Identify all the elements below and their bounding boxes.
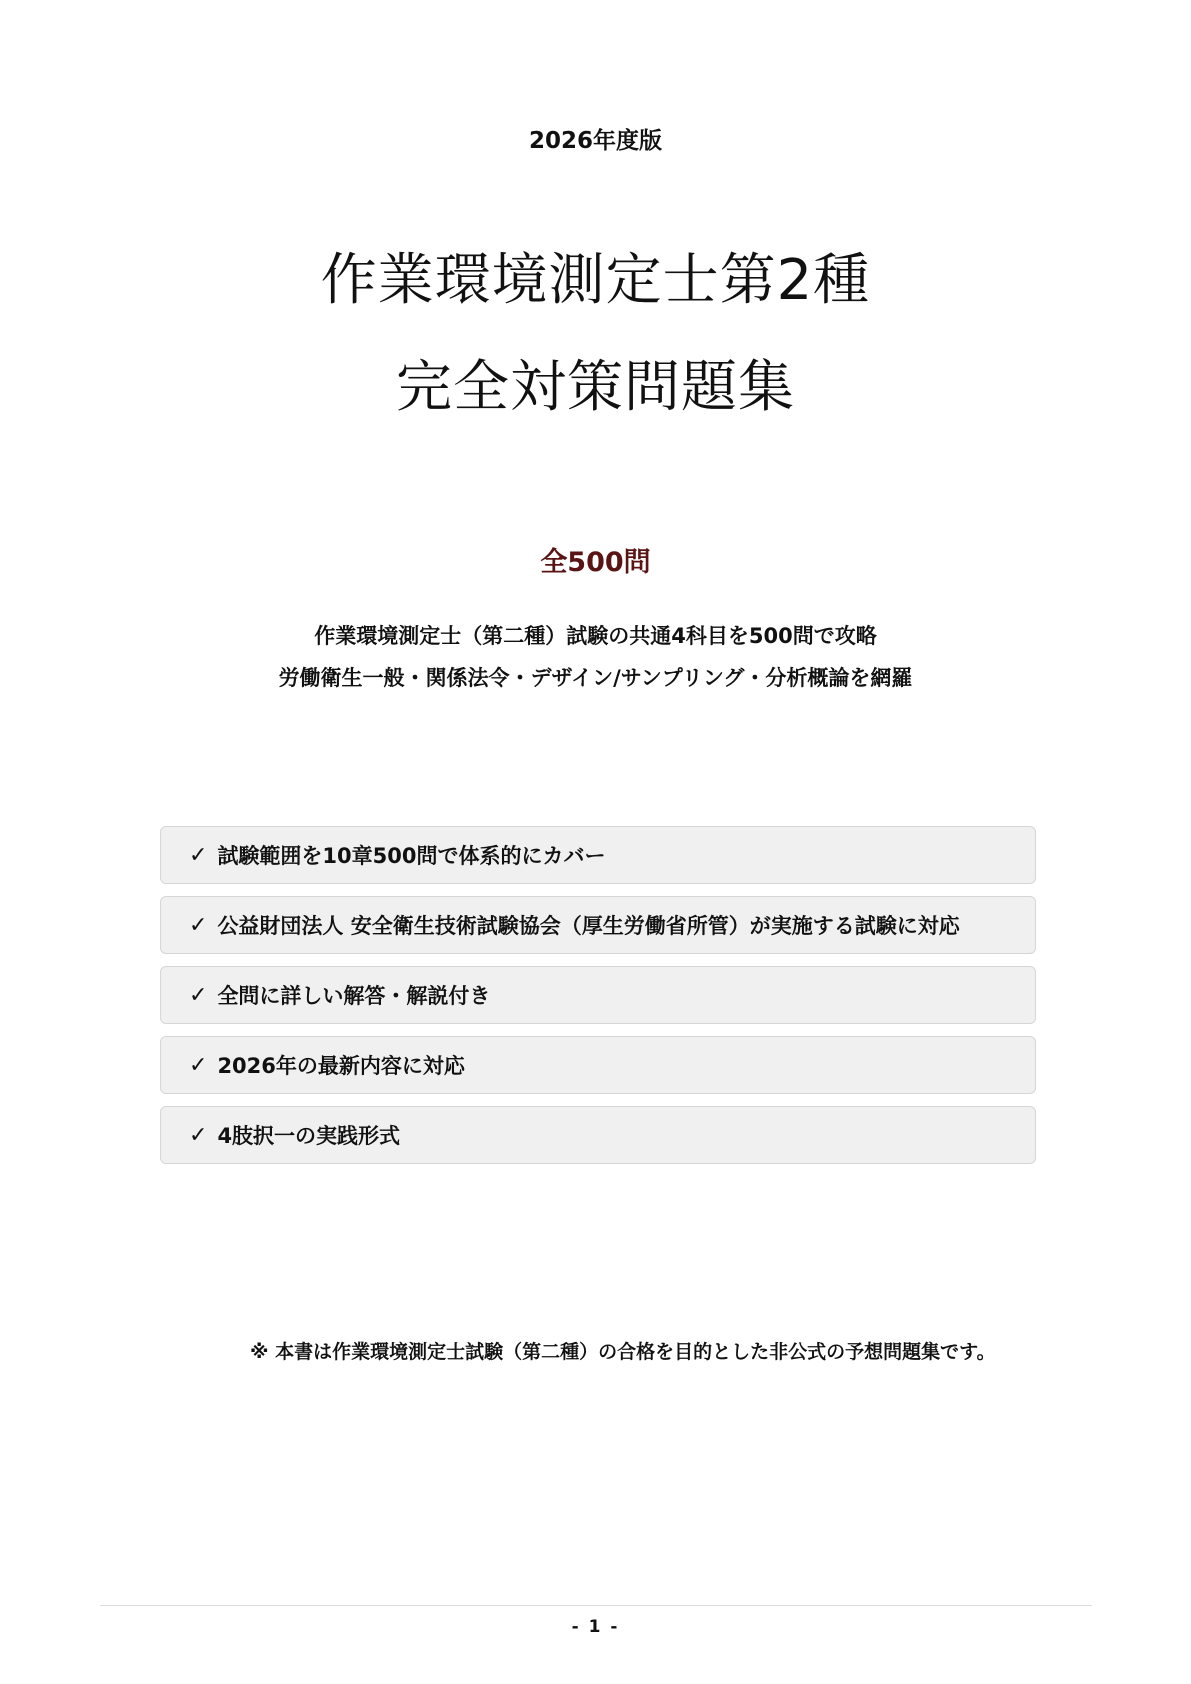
feature-text: 2026年の最新内容に対応 — [217, 1054, 465, 1078]
question-count: 全500問 — [540, 547, 651, 578]
feature-item — [160, 896, 1036, 954]
check-icon: ✓ — [189, 842, 208, 868]
page-number: - 1 - — [571, 1617, 620, 1637]
feature-item — [160, 826, 1036, 884]
check-icon: ✓ — [189, 912, 208, 938]
feature-text: 公益財団法人 安全衛生技術試験協会（厚生労働省所管）が実施する試験に対応 — [217, 914, 960, 938]
description-line-1: 作業環境測定士（第二種）試験の共通4科目を500問で攻略 — [314, 624, 877, 648]
book-title-line-2: 完全対策問題集 — [396, 355, 795, 420]
feature-list — [160, 826, 1036, 1176]
feature-text: 試験範囲を10章500問で体系的にカバー — [217, 844, 606, 868]
description-line-2: 労働衛生一般・関係法令・デザイン/サンプリング・分析概論を網羅 — [278, 666, 913, 690]
footer-divider — [100, 1605, 1092, 1606]
disclaimer-note: ※ 本書は作業環境測定士試験（第二種）の合格を目的とした非公式の予想問題集です。 — [250, 1341, 996, 1363]
check-icon: ✓ — [189, 982, 208, 1008]
feature-text: 4肢択一の実践形式 — [217, 1124, 401, 1148]
check-icon: ✓ — [189, 1052, 208, 1078]
feature-item — [160, 966, 1036, 1024]
edition-label: 2026年度版 — [528, 128, 662, 154]
check-icon: ✓ — [189, 1122, 208, 1148]
feature-item — [160, 1106, 1036, 1164]
feature-item — [160, 1036, 1036, 1094]
feature-text: 全問に詳しい解答・解説付き — [217, 984, 491, 1008]
book-title-line-1: 作業環境測定士第2種 — [320, 248, 871, 313]
